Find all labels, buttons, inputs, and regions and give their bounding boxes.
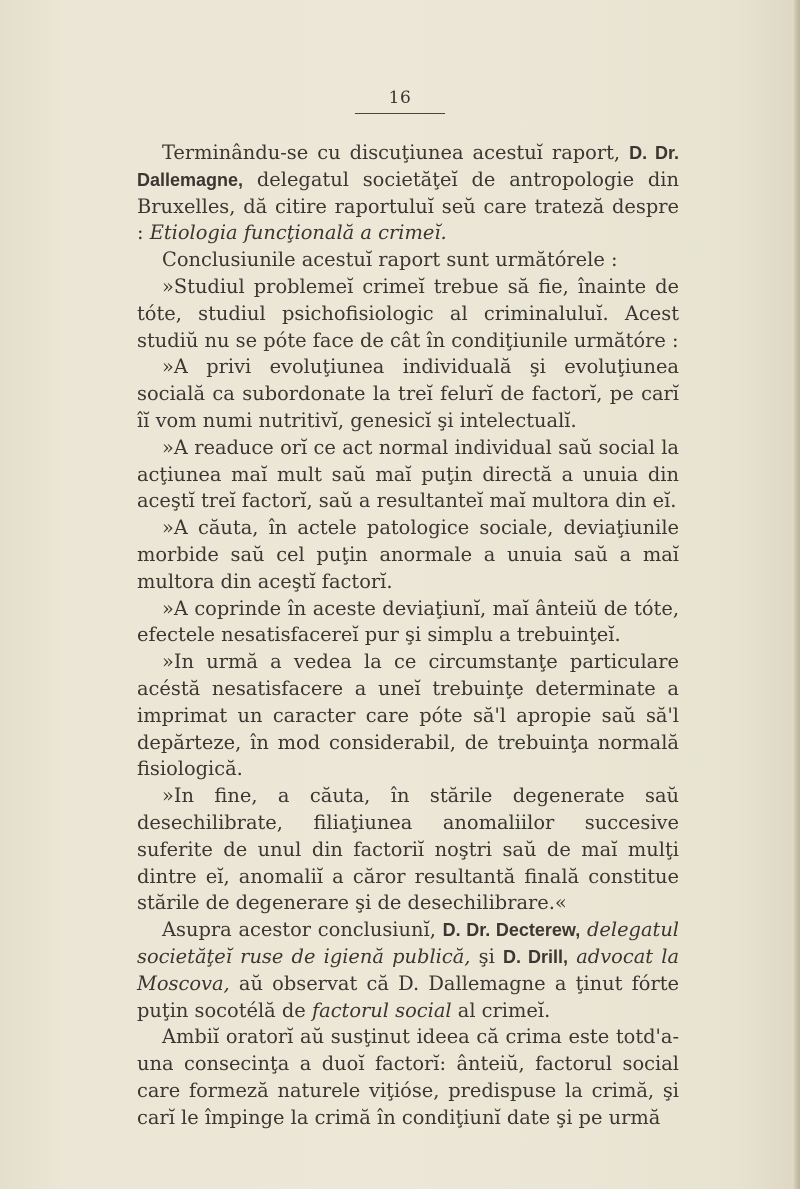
paragraph — [137, 354, 679, 434]
text-run: Conclusiunile acestuĭ raport sunt următórele : — [162, 248, 618, 272]
paragraph — [137, 1024, 679, 1131]
paragraph — [137, 140, 679, 247]
text-run — [580, 918, 587, 941]
italic-text: Etiologia funcţională a crimeĭ. — [149, 221, 447, 245]
paragraph — [137, 596, 679, 650]
text-run: delegatul societăţeĭ de antropologie din Bruxelles, dă citire raportuluĭ seŭ care trateză despre : — [137, 167, 679, 245]
text-run: aŭ observat că D. Dallemagne a ţinut fórte puţin socotélă de — [137, 971, 679, 1022]
italic-text: advocat la Moscova, — [137, 944, 679, 995]
text-run: »Studiul problemeĭ crimeĭ trebue să fie, înainte de tóte, studiul psichofisiologic al criminaluluĭ. Acest studiŭ nu se póte face de cât în condiţiunile următóre : — [137, 274, 679, 352]
italic-text: delegatul societăţeĭ ruse de igienă publică, — [137, 918, 680, 968]
bold-name: D. Dr. Dallemagne, — [137, 143, 679, 190]
text-run: »A readuce orĭ ce act normal individual saŭ social la acţiunea maĭ mult saŭ maĭ puţin directă a unuia din aceştĭ treĭ factorĭ, saŭ a resultanteĭ maĭ multora din eĭ. — [137, 435, 679, 513]
paragraph — [137, 917, 679, 1024]
text-run: al crimeĭ. — [451, 998, 551, 1022]
text-run: »In fine, a căuta, în stările degenerate saŭ desechilibrate, filiaţiunea anomaliilor succesive suferite de unul din factoriĭ noştri saŭ de maĭ mulţi dintre eĭ, anomaliĭ a căror resultantă finală constitue stările de degenerare şi de desechilibrare.« — [137, 784, 679, 915]
text-run: Terminându-se cu discuţiunea acestuĭ raport, — [162, 141, 630, 164]
text-run: »A coprinde în aceste deviaţiunĭ, maĭ ânteiŭ de tóte, efectele nesatisfacereĭ pur şi simplu a trebuinţeĭ. — [137, 596, 679, 647]
italic-text: factorul social — [311, 998, 452, 1022]
text-run: »In urmă a vedea la ce circumstanţe particulare acéstă nesatisfacere a uneĭ trebuinţe determinate a imprimat un caracter care póte să'l apropie saŭ să'l depărteze, în mod considerabil, de trebuinţa normală fisiologică. — [137, 650, 679, 781]
bold-name: D. Dr. Decterew, — [442, 920, 581, 941]
paragraph — [137, 274, 679, 354]
paragraph — [137, 649, 679, 783]
header-rule — [355, 113, 445, 114]
paragraph — [137, 247, 679, 274]
text-run: şi — [470, 944, 503, 968]
text-run — [568, 945, 576, 968]
page-edge — [794, 0, 800, 1189]
text-run: Asupra acestor conclusiunĭ, — [162, 918, 443, 942]
paragraph — [137, 515, 679, 595]
text-run: »A privi evoluţiunea individuală şi evoluţiunea socială ca subordonate la treĭ felurĭ de factorĭ, pe carĭ îĭ vom numi nutritivĭ, genesicĭ şi intelectualĭ. — [137, 355, 679, 432]
text-run: Ambiĭ oratorĭ aŭ susţinut ideea că crima este totd'a-una consecinţa a duoĭ factorĭ: ânteiŭ, factorul social care formeză naturele viţióse, predispuse la crimă, şi carĭ le împinge la crimă în condiţiunĭ date şi pe urmă — [137, 1025, 679, 1129]
text-run: »A căuta, în actele patologice sociale, deviaţiunile morbide saŭ cel puţin anormale a unuia saŭ a maĭ multora din aceştĭ factorĭ. — [137, 516, 679, 593]
body-text — [137, 140, 679, 1131]
page-number: 16 — [388, 88, 412, 108]
paragraph — [137, 783, 679, 917]
paragraph — [137, 435, 679, 515]
bold-name: D. Drill, — [502, 946, 569, 967]
